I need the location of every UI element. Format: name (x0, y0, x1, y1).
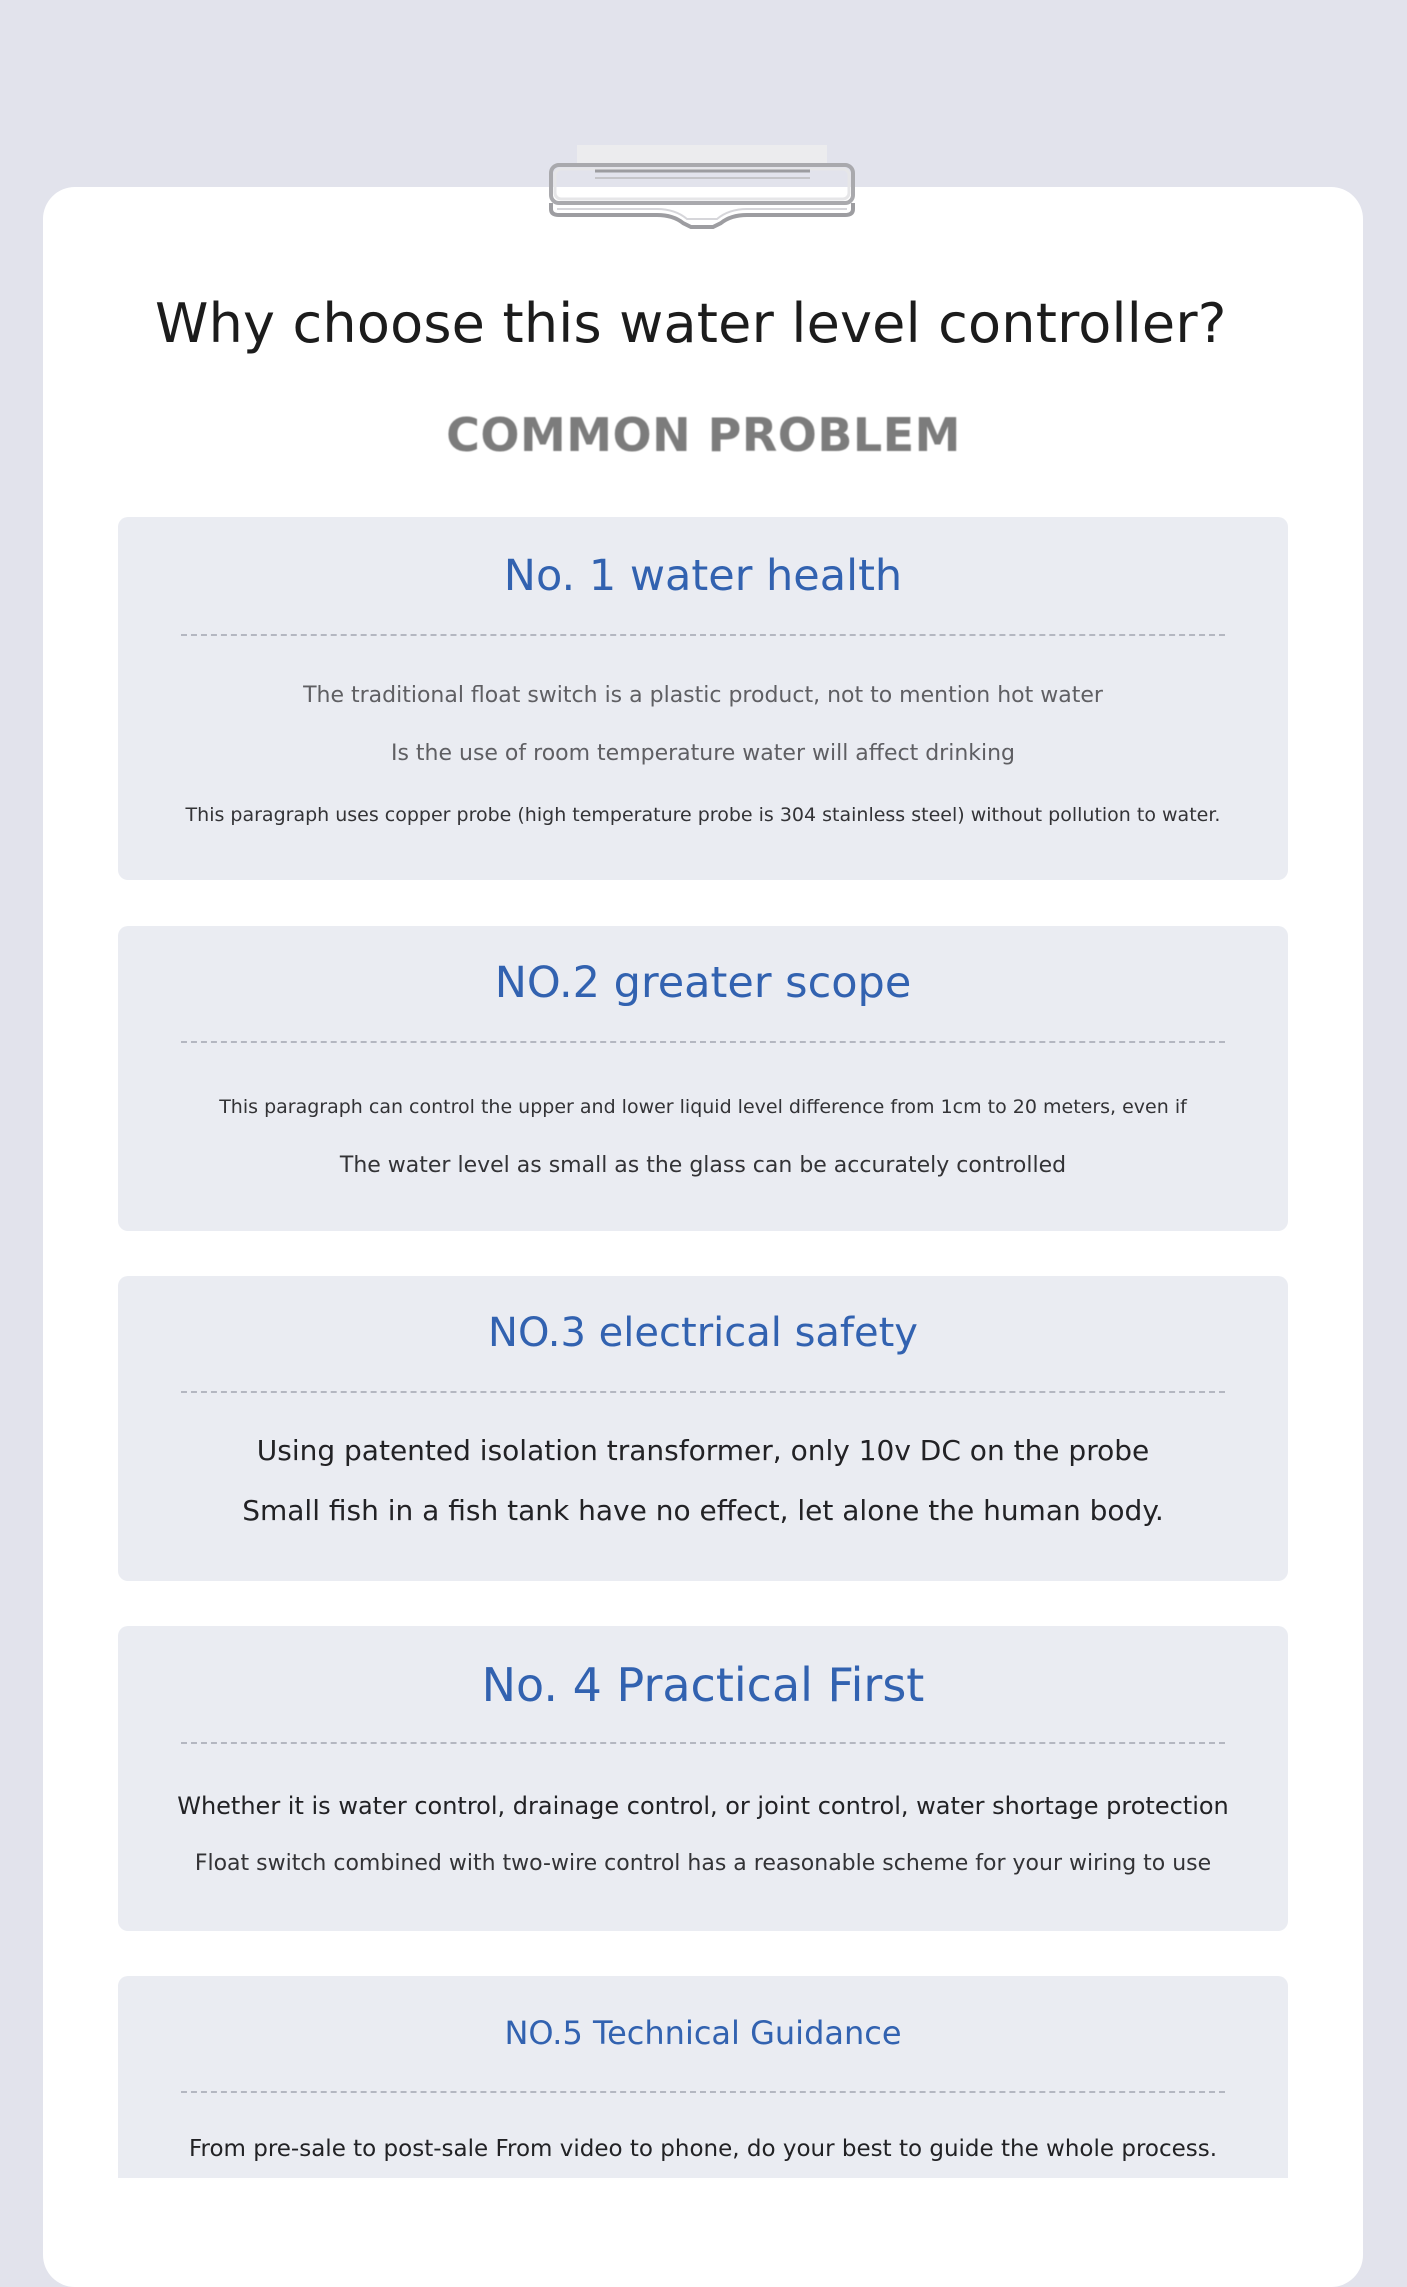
section-text-line: The traditional float switch is a plastic product, not to mention hot water (303, 683, 1103, 708)
section-divider (181, 1041, 1225, 1043)
content-card (43, 187, 1363, 2287)
section-text-line: This paragraph can control the upper and lower liquid level difference from 1cm to 20 meters, even if (219, 1096, 1187, 1118)
section-heading: No. 4 Practical First (481, 1658, 925, 1712)
section-text-line: Small fish in a fish tank have no effect, let alone the human body. (242, 1494, 1164, 1527)
section-heading: NO.3 electrical safety (488, 1310, 918, 1356)
page-title: Why choose this water level controller? (155, 292, 1227, 355)
section-text-line: The water level as small as the glass can be accurately controlled (339, 1153, 1067, 1178)
section-text-line: Whether it is water control, drainage control, or joint control, water shortage protection (177, 1792, 1229, 1820)
page-subtitle: COMMON PROBLEM (446, 408, 961, 462)
section-panel-4 (118, 1626, 1288, 1931)
section-panel-3 (118, 1276, 1288, 1581)
section-panel-1 (118, 517, 1288, 880)
section-text-line: Is the use of room temperature water will affect drinking (390, 741, 1016, 766)
section-heading: NO.2 greater scope (494, 958, 912, 1008)
section-text-line: Using patented isolation transformer, only 10v DC on the probe (256, 1434, 1150, 1467)
section-divider (181, 2091, 1225, 2093)
section-text-line: This paragraph uses copper probe (high temperature probe is 304 stainless steel) without pollution to water. (185, 804, 1221, 826)
section-panel-5 (118, 1976, 1288, 2178)
section-text-line: Float switch combined with two-wire control has a reasonable scheme for your wiring to use (194, 1851, 1212, 1876)
section-divider (181, 634, 1225, 636)
section-heading: NO.5 Technical Guidance (504, 2014, 902, 2052)
clipboard-clip-icon (545, 145, 860, 230)
section-text-line: From pre-sale to post-sale From video to phone, do your best to guide the whole process. (188, 2136, 1218, 2162)
section-heading: No. 1 water health (503, 551, 903, 601)
section-divider (181, 1742, 1225, 1744)
section-divider (181, 1391, 1225, 1393)
section-panel-2 (118, 926, 1288, 1231)
